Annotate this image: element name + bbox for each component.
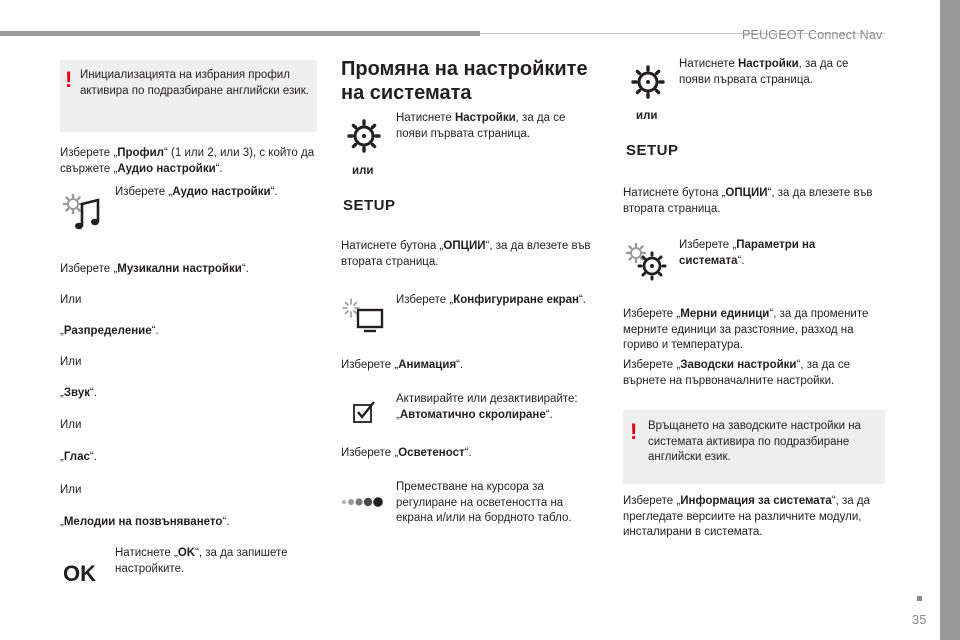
press-options-text-2: Натиснете бутона „ОПЦИИ“, за да влезете във втората страница. — [623, 187, 873, 215]
or-text-4: Или — [60, 484, 82, 496]
screen-config-icon — [342, 296, 384, 336]
or-text-2: Или — [60, 356, 82, 368]
or-text-1: Или — [60, 294, 82, 306]
select-brightness-text: Изберете „Осветеност“. — [341, 447, 472, 459]
setup-button-label: SETUP — [343, 197, 396, 214]
settings-gear-icon-2 — [630, 64, 666, 100]
checkbox-checked-icon — [352, 400, 378, 424]
autoscroll-text: Активирайте или дезактивирайте: „Автоматично скролиране“. — [396, 393, 578, 421]
warning-icon-2: ! — [630, 419, 638, 444]
settings-gear-icon — [346, 118, 382, 154]
select-system-info-text: Изберете „Информация за системата“, за да прегледате версиите на различните модули, инсталирани в системата. — [623, 495, 870, 539]
press-options-text: Натиснете бутона „ОПЦИИ“, за да влезете във втората страница. — [341, 240, 591, 268]
audio-settings-icon — [60, 192, 104, 232]
option-voice: „Глас“. — [60, 451, 97, 463]
select-profile-text: Изберете „Профил“ (1 или 2, или 3), с който да свържете „Аудио настройки“. — [60, 147, 315, 175]
note-factory-text: Връщането на заводските настройки на системата активира по подразбиране английски език. — [648, 420, 861, 464]
select-factory-text: Изберете „Заводски настройки“, за да се върнете на първоначалните настройки. — [623, 359, 851, 387]
select-audio-settings-text: Изберете „Аудио настройки“. — [115, 186, 278, 198]
or-label: или — [352, 165, 374, 177]
press-settings-text-2: Натиснете Настройки, за да се появи първата страница. — [679, 58, 849, 86]
or-label-2: или — [636, 110, 658, 122]
ok-button-icon: OK — [63, 561, 96, 586]
select-music-settings-text: Изберете „Музикални настройки“. — [60, 263, 249, 275]
press-settings-text: Натиснете Настройки, за да се появи първата страница. — [396, 112, 566, 140]
press-ok-text: Натиснете „OK“, за да запишете настройките. — [115, 547, 288, 575]
or-text-3: Или — [60, 419, 82, 431]
select-screen-config-text: Изберете „Конфигуриране екран“. — [396, 294, 586, 306]
brightness-slider-icon — [340, 495, 386, 509]
select-units-text: Изберете „Мерни единици“, за да промените мерните единици за разстояние, разход на гориво и температура. — [623, 308, 869, 352]
option-ringtones: „Мелодии на позвъняването“. — [60, 516, 230, 528]
section-title: Промяна на настройките на системата — [341, 58, 588, 104]
system-settings-icon — [624, 242, 670, 282]
note-profile-text: Инициализацията на избрания профил активира по подразбиране английски език. — [80, 69, 309, 97]
header-bar — [0, 31, 480, 36]
page-edge-bar — [940, 0, 960, 640]
select-system-params-text: Изберете „Параметри на системата“. — [679, 239, 816, 267]
header-title: PEUGEOT Connect Nav — [742, 28, 883, 42]
setup-button-label-2: SETUP — [626, 142, 679, 159]
option-distribution: „Разпределение“. — [60, 325, 159, 337]
warning-icon: ! — [65, 67, 73, 92]
page-number: 35 — [912, 612, 927, 627]
page-marker — [917, 596, 922, 601]
brightness-slider-text: Преместване на курсора за регулиране на осветеността на екрана и/или на бордното табло. — [396, 481, 572, 525]
select-animation-text: Изберете „Анимация“. — [341, 359, 464, 371]
option-sound: „Звук“. — [60, 387, 98, 399]
